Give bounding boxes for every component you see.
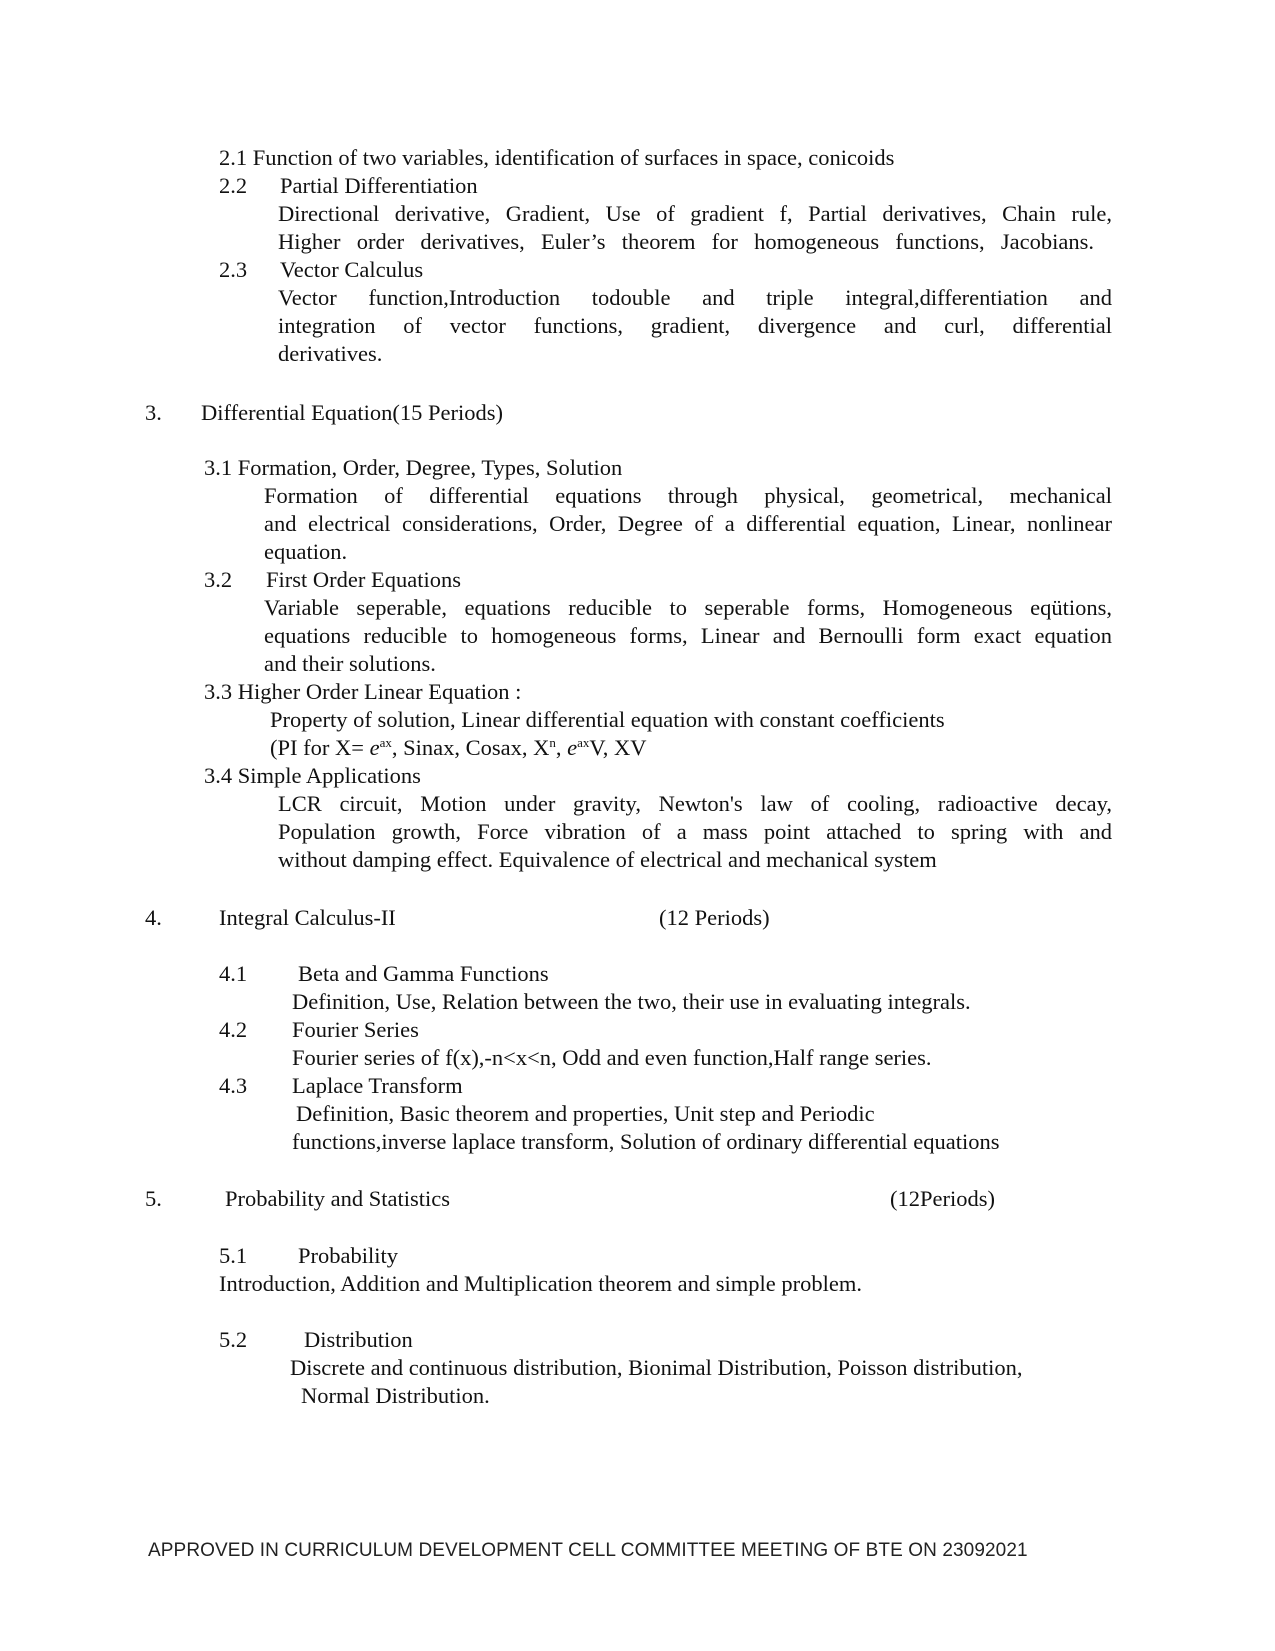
subsection-5-2-line-2: Normal Distribution.	[301, 1383, 490, 1408]
subsection-4-3-title: Laplace Transform	[292, 1073, 463, 1098]
subsection-2-3-number: 2.3	[219, 257, 248, 282]
subsection-5-2-title: Distribution	[304, 1327, 413, 1352]
subsection-4-1-title: Beta and Gamma Functions	[298, 961, 549, 986]
subsection-2-3-line-1: Vector function,Introduction todouble and triple integral,differentiation and	[278, 285, 1112, 310]
subsection-2-3-title: Vector Calculus	[280, 257, 424, 282]
subsection-4-3-number: 4.3	[219, 1073, 248, 1098]
subsection-4-3-line-2: functions,inverse laplace transform, Solution of ordinary differential equations	[292, 1129, 1000, 1154]
subsection-2-3-line-3: derivatives.	[278, 341, 383, 366]
pi-text-b: , Sinax, Cosax, X	[391, 735, 550, 760]
subsection-2-2-line-1: Directional derivative, Gradient, Use of gradient f, Partial derivatives, Chain rule,	[278, 201, 1112, 226]
subsection-4-1-number: 4.1	[219, 961, 248, 986]
subsection-3-4-line-1: LCR circuit, Motion under gravity, Newton's law of cooling, radioactive decay,	[278, 791, 1112, 816]
subsection-3-2-title: First Order Equations	[266, 567, 461, 592]
approval-footer: APPROVED IN CURRICULUM DEVELOPMENT CELL COMMITTEE MEETING OF BTE ON 23092021	[148, 1540, 1028, 1561]
superscript-n: n	[549, 735, 556, 750]
subsection-3-2-number: 3.2	[204, 567, 233, 592]
subsection-2-3-line-2: integration of vector functions, gradient, divergence and curl, differential	[278, 313, 1112, 338]
subsection-3-4-line-2: Population growth, Force vibration of a mass point attached to spring with and	[278, 819, 1112, 844]
subsection-3-2-line-2: equations reducible to homogeneous forms, Linear and Bernoulli form exact equation	[264, 623, 1112, 648]
section-3-title: Differential Equation(15 Periods)	[201, 400, 504, 425]
subsection-4-2-line-1: Fourier series of f(x),-n<x<n, Odd and even function,Half range series.	[292, 1045, 932, 1070]
exp-e-1: e	[369, 735, 380, 760]
subsection-4-2-title: Fourier Series	[292, 1017, 419, 1042]
pi-text-c: ,	[555, 735, 568, 760]
exp-e-2: e	[567, 735, 578, 760]
subsection-5-1-number: 5.1	[219, 1243, 248, 1268]
subsection-3-2-line-3: and their solutions.	[264, 651, 436, 676]
subsection-3-3: 3.3 Higher Order Linear Equation :	[204, 679, 522, 704]
subsection-4-2-number: 4.2	[219, 1017, 248, 1042]
subsection-3-4-line-3: without damping effect. Equivalence of electrical and mechanical system	[278, 847, 937, 872]
pi-text-a: (PI for X=	[270, 735, 370, 760]
subsection-3-1: 3.1 Formation, Order, Degree, Types, Solution	[204, 455, 623, 480]
subsection-2-2-line-2: Higher order derivatives, Euler’s theorem for homogeneous functions, Jacobians.	[278, 229, 1094, 254]
section-4-periods: (12 Periods)	[659, 905, 770, 930]
subsection-3-4: 3.4 Simple Applications	[204, 763, 421, 788]
subsection-5-2-number: 5.2	[219, 1327, 248, 1352]
subsection-5-1-line-1: Introduction, Addition and Multiplication theorem and simple problem.	[219, 1271, 863, 1296]
subsection-4-1-line-1: Definition, Use, Relation between the two, their use in evaluating integrals.	[292, 989, 971, 1014]
section-5-periods: (12Periods)	[890, 1186, 995, 1211]
subsection-2-2-title: Partial Differentiation	[280, 173, 478, 198]
subsection-3-1-line-3: equation.	[264, 539, 348, 564]
section-4-number: 4.	[145, 905, 162, 930]
superscript-ax-1: ax	[379, 735, 392, 750]
subsection-5-1-title: Probability	[298, 1243, 398, 1268]
superscript-ax-2: ax	[577, 735, 590, 750]
subsection-5-2-line-1: Discrete and continuous distribution, Bionimal Distribution, Poisson distribution,	[290, 1355, 1023, 1380]
subsection-2-1: 2.1 Function of two variables, identification of surfaces in space, conicoids	[219, 145, 895, 170]
section-5-title: Probability and Statistics	[225, 1186, 450, 1211]
section-4-title: Integral Calculus-II	[219, 905, 396, 930]
subsection-3-2-line-1: Variable seperable, equations reducible to seperable forms, Homogeneous eqütions,	[264, 595, 1112, 620]
pi-text-d: V, XV	[589, 735, 647, 760]
subsection-4-3-line-1: Definition, Basic theorem and properties, Unit step and Periodic	[296, 1101, 875, 1126]
subsection-3-3-line-2	[270, 733, 646, 762]
subsection-2-2-number: 2.2	[219, 173, 248, 198]
section-5-number: 5.	[145, 1186, 162, 1211]
subsection-3-3-line-1: Property of solution, Linear differential equation with constant coefficients	[270, 707, 945, 732]
subsection-3-1-line-1: Formation of differential equations through physical, geometrical, mechanical	[264, 483, 1112, 508]
section-3-number: 3.	[145, 400, 162, 425]
subsection-3-1-line-2: and electrical considerations, Order, Degree of a differential equation, Linear, nonlinear	[264, 511, 1112, 536]
